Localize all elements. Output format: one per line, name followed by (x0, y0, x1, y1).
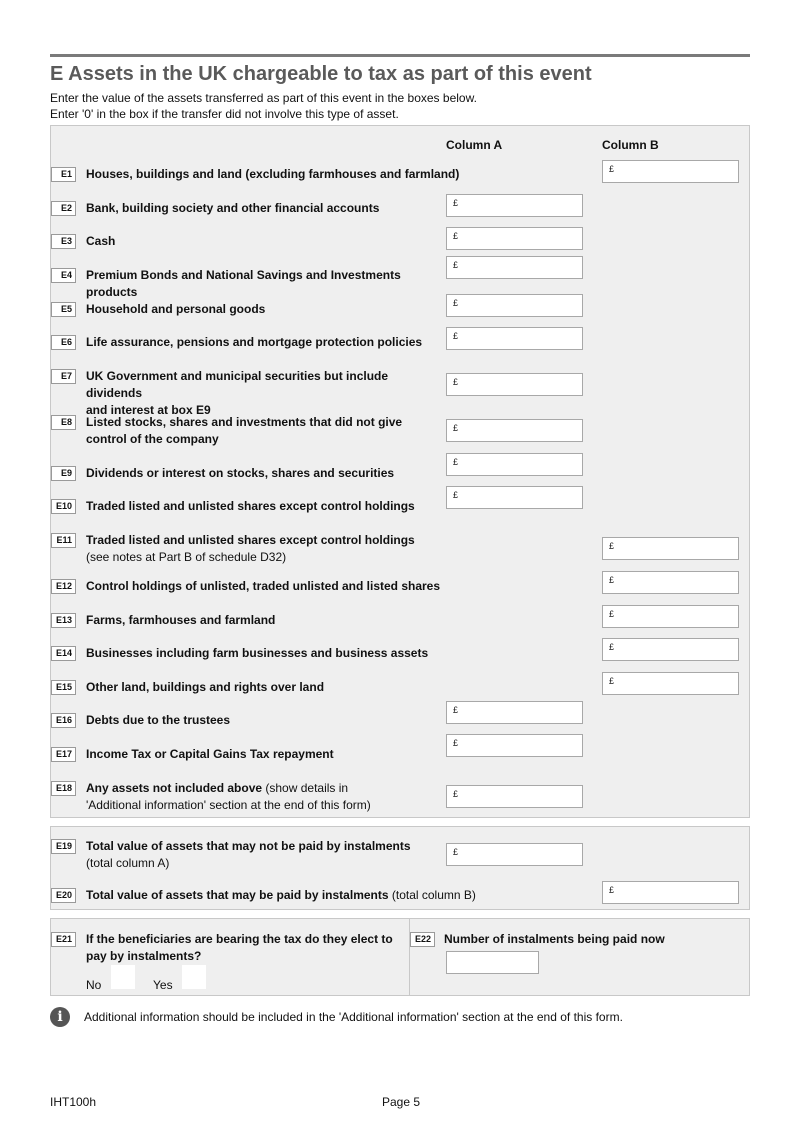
row-label: Dividends or interest on stocks, shares and securities (86, 466, 395, 480)
no-checkbox[interactable] (111, 965, 135, 989)
e6-column-a-input[interactable]: £ (446, 327, 583, 350)
e15-column-b-input[interactable]: £ (602, 672, 739, 695)
e14-column-b-input[interactable]: £ (602, 638, 739, 661)
assets-panel (50, 125, 750, 818)
box-code: E9 (51, 466, 76, 481)
e5-column-a-input[interactable]: £ (446, 294, 583, 317)
yes-label: Yes (153, 978, 173, 992)
row-label: Traded listed and unlisted shares except control holdings (see notes at Part B of schedule D32) (86, 533, 415, 564)
section-title: E Assets in the UK chargeable to tax as part of this event (50, 63, 592, 85)
intro-line-1: Enter the value of the assets transferred as part of this event in the boxes below. (50, 91, 477, 105)
row-label: Total value of assets that may not be paid by instalments (total column A) (86, 839, 411, 870)
column-a-header: Column A (446, 138, 503, 152)
e10-column-a-input[interactable]: £ (446, 486, 583, 509)
row-label: Houses, buildings and land (excluding farmhouses and farmland) (86, 167, 460, 181)
row-label: Premium Bonds and National Savings and Investments products (86, 268, 401, 299)
box-code: E7 (51, 369, 76, 384)
row-label: Farms, farmhouses and farmland (86, 613, 276, 627)
e9-column-a-input[interactable]: £ (446, 453, 583, 476)
box-code: E6 (51, 335, 76, 350)
page-number: Page 5 (382, 1095, 421, 1109)
yes-checkbox[interactable] (182, 965, 206, 989)
instalments-panel (50, 918, 750, 996)
e8-column-a-input[interactable]: £ (446, 419, 583, 442)
e7-column-a-input[interactable]: £ (446, 373, 583, 396)
box-code: E12 (51, 579, 76, 594)
intro-line-2: Enter '0' in the box if the transfer did not involve this type of asset. (50, 107, 399, 121)
e12-column-b-input[interactable]: £ (602, 571, 739, 594)
box-code: E1 (51, 167, 76, 182)
no-label: No (86, 978, 102, 992)
e13-column-b-input[interactable]: £ (602, 605, 739, 628)
box-code: E18 (51, 781, 76, 796)
row-label: Cash (86, 234, 116, 248)
row-label: Traded listed and unlisted shares except control holdings (86, 499, 415, 513)
panel-divider (409, 919, 410, 995)
totals-panel (50, 826, 750, 910)
e3-column-a-input[interactable]: £ (446, 227, 583, 250)
column-b-header: Column B (602, 138, 659, 152)
e21-label: If the beneficiaries are bearing the tax do they elect to pay by instalments? (86, 932, 393, 963)
row-label: Income Tax or Capital Gains Tax repayment (86, 747, 334, 761)
row-label: Debts due to the trustees (86, 713, 231, 727)
row-label: Bank, building society and other financial accounts (86, 201, 380, 215)
box-code: E4 (51, 268, 76, 283)
section-top-rule (50, 54, 750, 57)
e16-column-a-input[interactable]: £ (446, 701, 583, 724)
number-of-instalments-input[interactable] (446, 951, 539, 974)
info-icon: i (50, 1007, 70, 1027)
e19-column-a-input[interactable]: £ (446, 843, 583, 866)
box-code: E20 (51, 888, 76, 903)
row-label: Control holdings of unlisted, traded unlisted and listed shares (86, 579, 441, 593)
e1-column-b-input[interactable]: £ (602, 160, 739, 183)
box-code: E8 (51, 415, 76, 430)
box-code: E21 (51, 932, 76, 947)
box-code: E22 (410, 932, 435, 947)
box-code: E3 (51, 234, 76, 249)
e18-column-a-input[interactable]: £ (446, 785, 583, 808)
e17-column-a-input[interactable]: £ (446, 734, 583, 757)
row-label: Household and personal goods (86, 302, 266, 316)
box-code: E11 (51, 533, 76, 548)
box-code: E13 (51, 613, 76, 628)
e20-column-b-input[interactable]: £ (602, 881, 739, 904)
row-label: Life assurance, pensions and mortgage protection policies (86, 335, 423, 349)
box-code: E10 (51, 499, 76, 514)
box-code: E15 (51, 680, 76, 695)
e22-label: Number of instalments being paid now (444, 932, 665, 946)
info-note: Additional information should be included in the 'Additional information' section at the end of this form. (84, 1010, 623, 1024)
box-code: E14 (51, 646, 76, 661)
e2-column-a-input[interactable]: £ (446, 194, 583, 217)
row-label: Other land, buildings and rights over land (86, 680, 325, 694)
box-code: E16 (51, 713, 76, 728)
form-id: IHT100h (50, 1095, 97, 1109)
row-label: Businesses including farm businesses and business assets (86, 646, 429, 660)
row-label: Total value of assets that may be paid by instalments (total column B) (86, 888, 476, 902)
e4-column-a-input[interactable]: £ (446, 256, 583, 279)
box-code: E5 (51, 302, 76, 317)
row-label: Listed stocks, shares and investments that did not give control of the company (86, 415, 403, 446)
e11-column-b-input[interactable]: £ (602, 537, 739, 560)
box-code: E19 (51, 839, 76, 854)
row-label: UK Government and municipal securities but include dividends and interest at box E9 (86, 369, 389, 417)
box-code: E2 (51, 201, 76, 216)
box-code: E17 (51, 747, 76, 762)
row-label: Any assets not included above (show details in 'Additional information' section at the end of this form) (86, 781, 371, 812)
